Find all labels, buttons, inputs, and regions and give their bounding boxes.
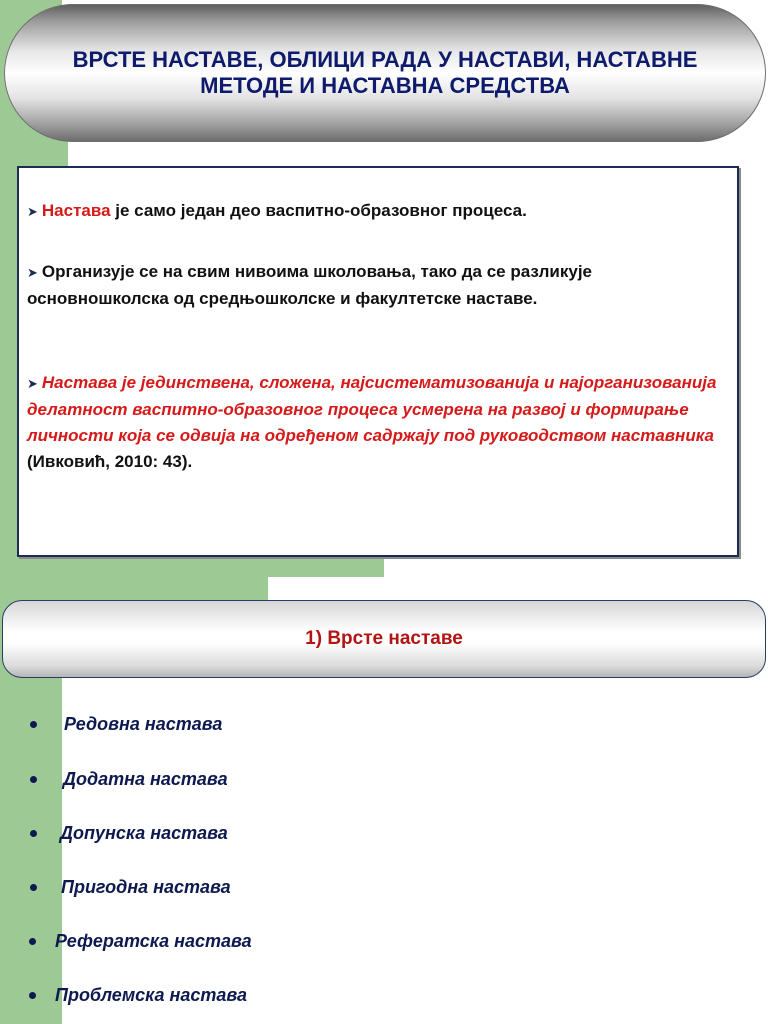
list-item: Допунска настава: [60, 823, 228, 843]
intro-p3-citation: (Ивковић, 2010: 43).: [27, 452, 193, 471]
list-item: Проблемска настава: [55, 985, 248, 1005]
bullet-icon: [30, 830, 37, 837]
bullet-icon: [30, 776, 37, 783]
bullet-icon: [30, 721, 37, 728]
green-stripe-bottom: [0, 676, 62, 694]
intro-p1-highlight: Настава: [41, 201, 111, 220]
section-title: 1) Врсте наставе: [305, 628, 463, 649]
arrow-bullet-icon: ➤: [27, 376, 38, 391]
intro-paragraph-1: [27, 198, 727, 225]
intro-p3-definition: Настава је јединствена, сложена, најсистематизованија и најорганизованија делатност васпитно-образовног процеса усмерена на развој и формирање личности која се одвија на одређеном садржају под руководством наставника: [27, 373, 717, 445]
green-stripe-mid: [0, 555, 384, 577]
bullet-icon: [29, 938, 36, 945]
intro-box: [17, 166, 739, 557]
intro-paragraph-3: [27, 370, 727, 475]
section-header-bar: [2, 600, 766, 678]
list-item: Пригодна настава: [61, 877, 231, 897]
intro-paragraph-2: [27, 259, 727, 312]
arrow-bullet-icon: ➤: [27, 204, 38, 219]
arrow-bullet-icon: ➤: [27, 265, 38, 280]
list-item: Реферaтска настава: [55, 931, 252, 951]
title-banner: [4, 4, 766, 142]
list-item: Редовна настава: [64, 714, 223, 734]
intro-p2-text: Организује се на свим нивоима школовања, тако да се разликује основношколска од средњошколске и факултетске наставе.: [27, 262, 592, 308]
intro-p1-text: је само један део васпитно-образовног процеса.: [110, 201, 527, 220]
page-title: ВРСТЕ НАСТАВЕ, ОБЛИЦИ РАДА У НАСТАВИ, НАСТАВНЕ МЕТОДЕ И НАСТАВНА СРЕДСТВА: [72, 47, 698, 98]
list-item: Додатна настава: [63, 769, 228, 789]
bullet-icon: [30, 884, 37, 891]
bullet-icon: [29, 992, 36, 999]
